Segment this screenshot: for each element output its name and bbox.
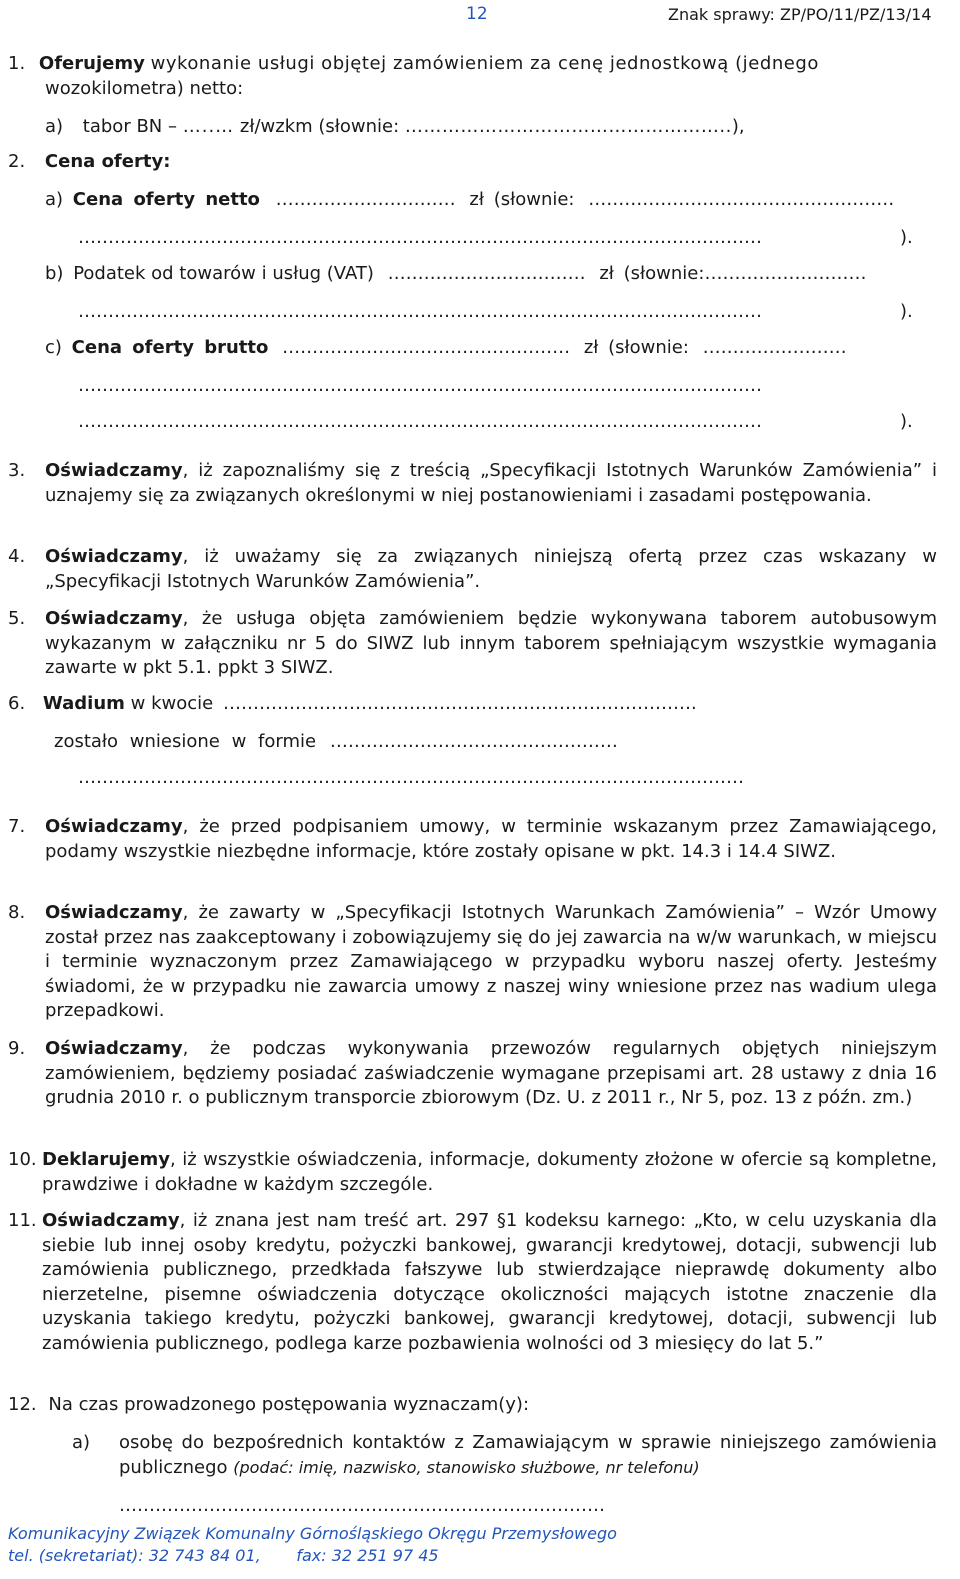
item-2-a-cont: …………………………………………………………………………………………………… ). xyxy=(78,227,913,248)
item-4-number: 4. xyxy=(8,546,26,567)
case-reference: Znak sprawy: ZP/PO/11/PZ/13/14 xyxy=(668,5,932,24)
item-9-text: Oświadczamy, że podczas wykonywania przewozów regularnych objętych niniejszym zamówieniem, będziemy posiadać zaświadczenie wymagane przepisami art. 28 ustawy z dnia 16 grudnia 2010 r. o publicznym transporcie zbiorowym (Dz. U. z 2011 r., Nr 5, poz. 13 z późn. zm.) xyxy=(45,1038,937,1108)
footer-line-1: Komunikacyjny Związek Komunalny Górnośląskiego Okręgu Przemysłowego xyxy=(8,1524,617,1543)
item-1-bold: Oferujemy xyxy=(38,53,145,74)
item-5-number: 5. xyxy=(8,608,26,629)
item-7-number: 7. xyxy=(8,816,26,837)
item-6-line-1: 6. Wadium w kwocie ……………………………………………………………………. xyxy=(8,693,697,714)
item-12-line: 12. Na czas prowadzonego postępowania wyznaczam(y): xyxy=(8,1394,530,1415)
item-9-number: 9. xyxy=(8,1038,26,1059)
item-8-text: Oświadczamy, że zawarty w „Specyfikacji Istotnych Warunkach Zamówienia” – Wzór Umowy został przez nas zaakceptowany i zobowiązujemy się do jej zawarcia na w/w warunkach, w miejscu i terminie wyznaczonym przez Zamawiającego w przypadku wyboru naszej oferty. Jesteśmy świadomi, że w przypadku nie zawarcia umowy z naszej winy wniesione przez nas wadium ulega przepadkowi. xyxy=(45,902,937,1021)
item-1-a: a) tabor BN – …..… zł/wzkm (słownie: ……………………………………………..), xyxy=(45,116,745,137)
item-2-a: a) Cena oferty netto ………………………… zł (słownie: …………………………………………… xyxy=(45,189,895,210)
item-3-number: 3. xyxy=(8,460,26,481)
page-number: 12 xyxy=(466,4,488,24)
item-2-b-cont: …………………………………………………………………………………………………… ). xyxy=(78,301,913,322)
item-10-text: Deklarujemy, iż wszystkie oświadczenia, informacje, dokumenty złożone w ofercie są kompletne, prawdziwe i dokładne w każdym szczególe. xyxy=(42,1149,937,1195)
item-1-line-1: 1. Oferujemy wykonanie usługi objętej zamówieniem za cenę jednostkową (jednego xyxy=(8,53,819,74)
item-1-line-2: wozokilometra) netto: xyxy=(45,78,244,99)
footer-line-2: tel. (sekretariat): 32 743 84 01, fax: 32 251 97 45 xyxy=(8,1546,439,1565)
item-2-b: b) Podatek od towarów i usług (VAT) …………………………… zł (słownie:……………………… xyxy=(45,263,867,284)
item-5-text: Oświadczamy, że usługa objęta zamówieniem będzie wykonywana taborem autobusowym wykazanym w załączniku nr 5 do SIWZ lub innym taborem spełniającym wszystkie wymagania zawarte w pkt 5.1. ppkt 3 SIWZ. xyxy=(45,608,937,678)
item-7-text: Oświadczamy, że przed podpisaniem umowy, w terminie wskazanym przez Zamawiającego, podamy wszystkie niezbędne informacje, które zostały opisane w pkt. 14.3 i 14.4 SIWZ. xyxy=(45,816,937,862)
item-11-text: Oświadczamy, iż znana jest nam treść art. 297 §1 kodeksu karnego: „Kto, w celu uzyskania dla siebie lub innej osoby kredytu, pożyczki bankowej, gwarancji kredytowej, dotacji, subwencji lub zamówienia publicznego, przedkłada fałszywe lub stwierdzające nieprawdę dokumenty albo nierzetelne, pisemne oświadczenia dotyczące okoliczności mających istotne znaczenie dla uzyskania takiego kredytu, pożyczki bankowej, gwarancji kredytowej, dotacji, subwencji lub zamówienia publicznego, podlega karze pozbawienia wolności od 3 miesięcy do lat 5.” xyxy=(42,1210,937,1354)
item-3-text: Oświadczamy, iż zapoznaliśmy się z treścią „Specyfikacji Istotnych Warunków Zamówienia” i uznajemy się za związanych określonymi w niej postanowieniami i zasadami postępowania. xyxy=(45,460,937,506)
item-2-c-cont-2: …………………………………………………………………………………………………… ). xyxy=(78,411,913,432)
item-6-line-2: zostało wniesione w formie ………………………………………… xyxy=(54,731,618,752)
item-12-a-label: a) xyxy=(72,1432,91,1453)
item-2-c-cont-1: …………………………………………………………………………………………………… xyxy=(78,375,762,396)
item-4-text: Oświadczamy, iż uważamy się za związanych niniejszą ofertą przez czas wskazany w „Specyfikacji Istotnych Warunków Zamówienia”. xyxy=(45,546,937,592)
item-12-a-dots: ……………………………………………………………………… xyxy=(119,1495,605,1516)
item-11-number: 11. xyxy=(8,1210,37,1231)
item-10-number: 10. xyxy=(8,1149,37,1170)
item-12-a-text: osobę do bezpośrednich kontaktów z Zamawiającym w sprawie niniejszego zamówienia publicznego (podać: imię, nazwisko, stanowisko służbowe, nr telefonu) xyxy=(119,1432,937,1478)
item-6-line-3: ………………………………………………………………………………………………… xyxy=(78,767,744,788)
item-2-heading: 2. Cena oferty: xyxy=(8,151,171,172)
item-2-c: c) Cena oferty brutto ………………………………………… zł (słownie: …………………… xyxy=(45,337,847,358)
item-8-number: 8. xyxy=(8,902,26,923)
